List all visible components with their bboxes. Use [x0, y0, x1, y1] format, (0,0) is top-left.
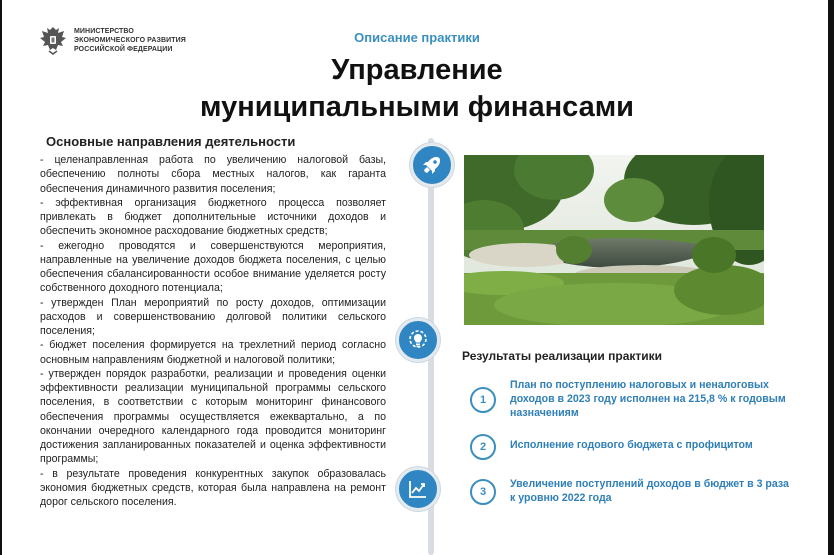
activity-item: - эффективная организация бюджетного процесса позволяет привлекать в бюджет дополнительные источники доходов и обеспечить экономное расходование бюджетных средств; [40, 196, 386, 238]
ministry-line-1: МИНИСТЕРСТВО [74, 27, 134, 35]
activity-item: - утвержден План мероприятий по росту доходов, оптимизации расходов и совершенствованию долговой политики сельского поселения; [40, 296, 386, 337]
section-heading: Основные направления деятельности [46, 134, 296, 149]
result-text-1: План по поступлению налоговых и неналоговых доходов в 2023 году исполнен на 215,8 % к годовым назначениям [510, 379, 786, 419]
activity-item: - бюджет поселения формируется на трехлетний период согласно основным направлениям бюджетной и налоговой политики; [40, 339, 386, 366]
result-text-2: Исполнение годового бюджета с профицитом [510, 439, 753, 451]
rocket-icon [410, 143, 454, 187]
result-text-3: Увеличение поступлений доходов в бюджет в 3 раза к уровню 2022 года [510, 478, 789, 504]
title-line-1: Управление [331, 54, 503, 86]
activity-list [40, 153, 386, 509]
results-heading: Результаты реализации практики [462, 349, 663, 363]
result-number-2: 2 [470, 434, 496, 460]
activity-item: - целенаправленная работа по увеличению налоговой базы, обеспечению полноты сбора местных налогов, как гаранта обеспечения динамичного развития поселения; [40, 154, 386, 195]
ministry-line-2: ЭКОНОМИЧЕСКОГО РАЗВИТИЯ [74, 36, 186, 44]
lightbulb-gear-icon [396, 318, 440, 362]
result-number-3: 3 [470, 479, 496, 505]
activity-item: - ежегодно проводятся и совершенствуются мероприятия, направленные на увеличение доходов бюджета поселения, с целью обеспечения сбалансированности особое внимание уделяется росту собственного доходного потенциала; [40, 239, 386, 295]
page-subtitle: Описание практики [354, 30, 480, 45]
result-number-1: 1 [470, 387, 496, 413]
activity-item: - в результате проведения конкурентных закупок образовалась экономия бюджетных средств, которая была направлена на ремонт дорог сельского поселения. [40, 467, 386, 508]
growth-chart-icon [396, 467, 440, 511]
ministry-line-3: РОССИЙСКОЙ ФЕДЕРАЦИИ [74, 45, 173, 53]
activity-item: - утвержден порядок разработки, реализации и проведения оценки эффективности реализации муниципальной программы сельского поселения, в соответствии с которым мониторинг финансового обеспечения программы осуществляется ежеквартально, а по окончании очередного календарного года проводится мониторинг достижения запланированных показателей и оценка эффективности программы; [40, 367, 386, 466]
landscape-photo [464, 155, 764, 325]
title-line-2: муниципальными финансами [200, 91, 634, 123]
page-title [0, 52, 834, 126]
